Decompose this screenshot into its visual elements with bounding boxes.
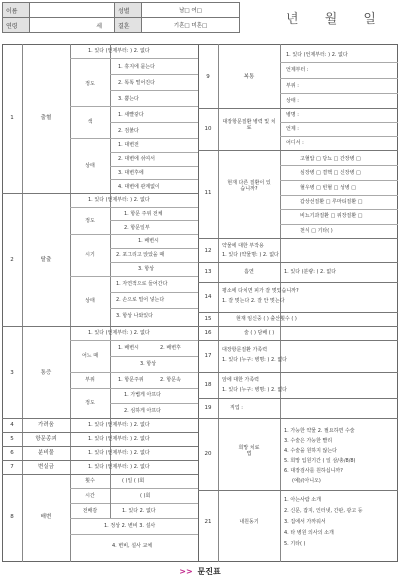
prolapse-time-2[interactable]: 2. 포그리고 앉았을 때: [116, 252, 165, 258]
q9-since[interactable]: 언제부터 :: [286, 67, 309, 73]
q16-label[interactable]: 술 ( ) 담배 ( ): [244, 330, 275, 336]
q11-row-1[interactable]: 고혈압 □ 당뇨 □ 간장병 □: [300, 156, 361, 162]
date-year: 년: [286, 12, 299, 27]
incontinence-yes-no[interactable]: 1. 있다 (언제부터: ) 2. 없다: [88, 464, 150, 470]
q14-label: 평소에 다치면 피가 잘 멎었습니까?: [222, 288, 299, 294]
q13-num: 13: [204, 269, 212, 275]
q21-opt-2[interactable]: 2. 신문, 잡지, 인터넷, 간판, 광고 등: [284, 508, 363, 514]
q9-yes-no[interactable]: 1. 있다 (언제부터: ) 2. 없다: [286, 52, 348, 58]
section-3-num: 3: [10, 370, 14, 376]
pain-yes-no[interactable]: 1. 있다 (언제부터: ) 2. 없다: [88, 330, 150, 336]
q19-label[interactable]: 직업 :: [230, 405, 243, 411]
marital-label: 결혼: [115, 18, 142, 33]
bleeding-degree-label: 정도: [85, 81, 95, 87]
bleeding-state-2[interactable]: 2. 대변에 섞여서: [118, 156, 155, 162]
page-title: [0, 566, 400, 577]
q14-num: 14: [204, 294, 212, 300]
q17-num: 17: [204, 353, 212, 359]
age-unit: 세: [96, 22, 102, 30]
section-8-label: 배변: [40, 514, 52, 520]
q10-label: 대장항문질환 병력 및 치료: [222, 119, 276, 131]
pain-when-label: 어느 때: [81, 353, 99, 359]
q9-site[interactable]: 부위 :: [286, 83, 299, 89]
bleeding-state-label: 상태: [85, 163, 95, 169]
pain-site-2[interactable]: 2. 항문속: [160, 377, 181, 383]
date-day: 일: [363, 12, 376, 27]
bowel-alt-opt[interactable]: 4. 변비, 설사 교체: [112, 543, 153, 549]
bleeding-state-3[interactable]: 3. 대변후에: [118, 170, 144, 176]
q11-row-4[interactable]: 갑상선질환 □ 루마티질환 □: [300, 199, 363, 205]
q10-num: 10: [204, 126, 212, 132]
q9-num: 9: [206, 74, 210, 80]
pain-when-2[interactable]: 2. 배변후: [160, 345, 181, 351]
q20-opt-2[interactable]: 3. 수술은 가능한 빨리: [284, 438, 333, 444]
date-month: 월: [324, 12, 338, 27]
q10-where[interactable]: 어디서 :: [286, 140, 304, 146]
q11-num: 11: [204, 190, 212, 196]
bowel-time-label: 시간: [85, 493, 95, 499]
pain-degree-label: 정도: [85, 400, 95, 406]
prolapse-degree-label: 정도: [85, 218, 95, 224]
q20-opt-6[interactable]: (예)/(아니오): [292, 478, 321, 484]
q16-num: 16: [204, 330, 212, 336]
q18-label: 암에 대한 가족력: [222, 377, 259, 383]
q20-opt-1[interactable]: 1. 가능한 약물 2. 필요하면 수술: [284, 428, 355, 434]
date-field[interactable]: [286, 8, 376, 27]
q13-label: 흡연: [244, 269, 254, 275]
prolapse-time-3[interactable]: 3. 항상: [138, 266, 155, 272]
itching-yes-no[interactable]: 1. 있다 (언제부터: ) 2. 없다: [88, 422, 150, 428]
section-8-num: 8: [10, 514, 14, 520]
q17-text[interactable]: 1. 있다 (누구: 병명: ) 2. 없다: [222, 357, 287, 363]
patient-info-table: [2, 2, 240, 33]
bowel-freq-text[interactable]: ( )일 ( )회: [122, 478, 145, 484]
bleeding-degree-1[interactable]: 1. 휴지에 묻는다: [118, 64, 155, 70]
q11-row-5[interactable]: 비뇨기과질환 □ 위장질환 □: [300, 213, 363, 219]
pain-degree-2[interactable]: 2. 심하게 아프다: [124, 408, 161, 414]
section-6-label: 분비물: [38, 450, 54, 456]
prolapse-yes-no[interactable]: 1. 있다 (언제부터: ) 2. 없다: [88, 197, 150, 203]
section-3-label: 통증: [40, 370, 52, 376]
gender-options[interactable]: 남□ 여□: [142, 3, 240, 18]
q9-label: 복통: [243, 74, 255, 80]
section-7-num: 7: [10, 464, 14, 470]
q10-name[interactable]: 병명 :: [286, 112, 299, 118]
page-title-text: 문진표: [197, 567, 221, 576]
q11-row-3[interactable]: 혈우병 □ 빈혈 □ 성병 □: [300, 185, 356, 191]
bowel-before-opts[interactable]: 1. 있다 2. 없다: [122, 508, 156, 514]
q21-opt-4[interactable]: 4. 타 병원 의사의 소개: [284, 530, 334, 536]
prolapse-degree-2[interactable]: 2. 항문일부: [124, 225, 150, 231]
q9-state[interactable]: 상태 :: [286, 98, 299, 104]
arrow-icon: >>: [179, 567, 193, 576]
q11-row-6[interactable]: 천식 □ 기타( ): [300, 228, 333, 234]
bleeding-degree-2[interactable]: 2. 똑똑 떨어진다: [118, 80, 155, 86]
pain-site-1[interactable]: 1. 항문주위: [118, 377, 144, 383]
section-2-num: 2: [10, 257, 14, 263]
q14-opts[interactable]: 1. 잘 멎는다 2. 잘 안 멎는다: [222, 298, 285, 304]
bleeding-yes-no[interactable]: 1. 있다 (언제부터: ) 2. 없다: [88, 48, 150, 54]
section-5-num: 5: [10, 436, 14, 442]
bowel-before-label: 전배감: [82, 508, 98, 514]
pain-when-1[interactable]: 1. 배변시: [118, 345, 139, 351]
q11-label: 현재 다른 질환이 있습니까?: [227, 180, 271, 192]
q20-label: 희망 치료법: [238, 445, 260, 457]
q13-text[interactable]: 1. 있다 (분량: ) 2. 없다: [284, 269, 337, 275]
bleeding-degree-3[interactable]: 3. 뿜는다: [118, 96, 139, 102]
q21-num: 21: [204, 519, 212, 525]
prolapse-state-2[interactable]: 2. 손으로 밀어 넣는다: [116, 297, 165, 303]
q21-label: 내원동기: [239, 519, 259, 525]
bowel-time-text[interactable]: ( )회: [140, 493, 151, 499]
q19-num: 19: [204, 405, 212, 411]
marital-options[interactable]: 기혼□ 미혼□: [142, 18, 240, 33]
mass-yes-no[interactable]: 1. 있다 (언제부터: ) 2. 없다: [88, 436, 150, 442]
pain-when-3[interactable]: 3. 항상: [140, 361, 157, 367]
bleeding-state-1[interactable]: 1. 대변전: [118, 142, 139, 148]
q15-num: 15: [204, 316, 212, 322]
prolapse-state-3[interactable]: 3. 항상 나와있다: [116, 313, 153, 319]
q18-text[interactable]: 1. 있다 (누구: 병명: ) 2. 없다: [222, 387, 287, 393]
section-1-num: 1: [10, 115, 14, 121]
q12-label: 약물에 대한 부작용: [222, 243, 264, 249]
bleeding-state-4[interactable]: 4. 대변에 관계없이: [118, 184, 160, 190]
prolapse-state-label: 상태: [85, 298, 95, 304]
q12-num: 12: [204, 248, 212, 254]
section-4-label: 가려움: [38, 422, 54, 428]
bowel-freq-label: 횟수: [85, 478, 95, 484]
q12-text[interactable]: 1. 있다 (약물명: ) 2. 없다: [222, 252, 279, 258]
q10-when[interactable]: 언제 :: [286, 126, 299, 132]
q21-opt-5[interactable]: 5. 기타( ): [284, 541, 306, 547]
section-1-label: 출혈: [40, 115, 52, 121]
bleeding-color-label: 색: [87, 119, 93, 125]
section-2-label: 탈출: [40, 257, 52, 263]
gender-label: 성별: [115, 3, 142, 18]
q20-opt-4[interactable]: 5. 희망 입원기간 ( 일 삼/총/8/8): [284, 458, 356, 464]
q20-opt-5[interactable]: 6. 대장검사를 원하십니까?: [284, 468, 343, 474]
q15-label[interactable]: 현재 임신중 ( ) 출산횟수 ( ): [236, 316, 297, 322]
prolapse-time-label: 시기: [85, 252, 95, 258]
q11-row-2[interactable]: 심장병 □ 결핵 □ 신장병 □: [300, 170, 361, 176]
pain-site-label: 부위: [85, 377, 95, 383]
name-label: 이름: [3, 3, 30, 18]
section-4-num: 4: [10, 422, 14, 428]
bleeding-color-2[interactable]: 2. 검붉다: [118, 128, 139, 134]
q17-label: 대장항문질환 가족력: [222, 347, 268, 353]
q20-opt-3[interactable]: 4. 수술을 원하지 않는다: [284, 448, 338, 454]
bowel-stool-opts[interactable]: 1. 정상 2. 변비 3. 설사: [104, 523, 156, 529]
bleeding-color-1[interactable]: 1. 새빨갛다: [118, 112, 144, 118]
section-6-num: 6: [10, 450, 14, 456]
section-5-label: 항문종괴: [35, 436, 57, 442]
pain-degree-1[interactable]: 1. 가볍게 아프다: [124, 392, 161, 398]
q21-opt-3[interactable]: 3. 집에서 가까워서: [284, 519, 326, 525]
q18-num: 18: [204, 382, 212, 388]
prolapse-state-1[interactable]: 1. 자연적으로 들어간다: [116, 281, 168, 287]
discharge-yes-no[interactable]: 1. 있다 (언제부터: ) 2. 없다: [88, 450, 150, 456]
section-7-label: 변실금: [38, 464, 54, 470]
prolapse-degree-1[interactable]: 1. 항문 주위 전체: [124, 211, 163, 217]
q20-num: 20: [204, 451, 212, 457]
name-field[interactable]: [30, 3, 115, 18]
age-label: 연령: [3, 18, 30, 33]
prolapse-time-1[interactable]: 1. 배변시: [138, 238, 159, 244]
age-field[interactable]: [30, 18, 115, 33]
q21-opt-1[interactable]: 1. 아는사람 소개: [284, 497, 321, 503]
